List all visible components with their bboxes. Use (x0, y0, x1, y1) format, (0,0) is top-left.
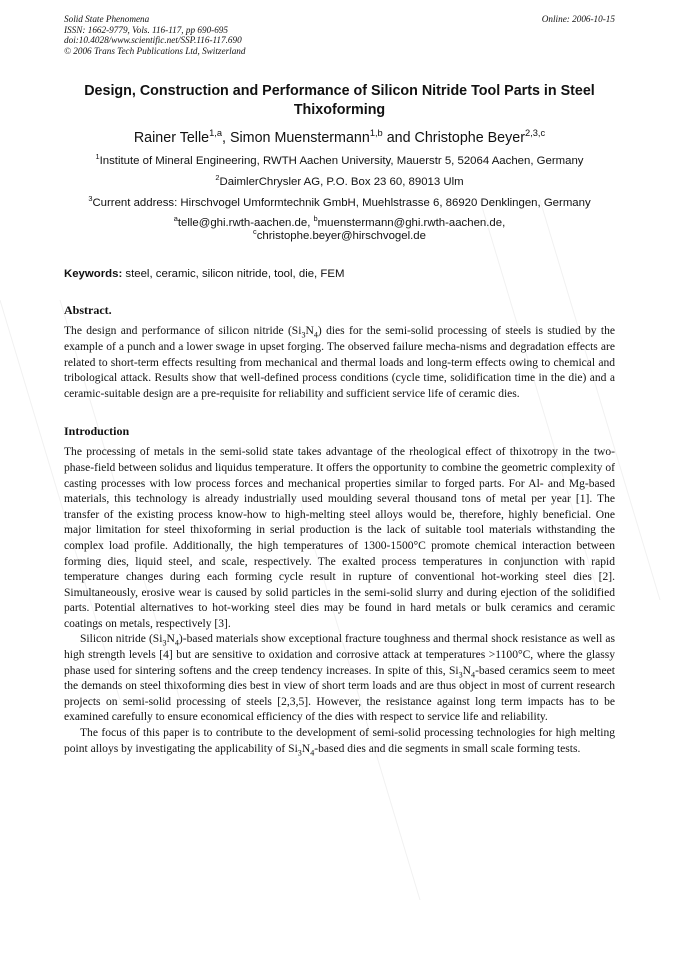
author-name: Rainer Telle (133, 130, 210, 147)
email-sup: b (313, 214, 318, 224)
online-date: Online: 2006-10-15 (541, 14, 615, 24)
paragraph-part: The focus of this paper is to contribute to the development of semi-solid processing technologies for high melting point alloys by investigating the applicability of Si (64, 727, 615, 755)
author-separator: and (382, 130, 415, 147)
paragraph-part: N (166, 633, 175, 646)
abstract-text (64, 324, 615, 402)
paper-title: Design, Construction and Performance of Silicon Nitride Tool Parts in Steel Thixoforming (84, 83, 595, 119)
email-block (64, 214, 615, 243)
paragraph-part: N (301, 742, 311, 755)
author-name: Christophe Beyer (414, 130, 525, 147)
abstract-text-part: ) dies for the semi-solid processing of steels is studied by the example of a punch and a lower swage in upset forging. The observed failure mecha-nisms and degradation effects are related to short-term effects resulting from mechanical and thermal loads and long-term effects owing to chemical and tribological attack. Results show that well-defined process conditions (cycle time, solidification time in the die) and a ceramic-suitable design are a pre-requisite for reliability and sufficient service life of ceramic dies. (64, 325, 616, 400)
keywords (64, 267, 615, 281)
paragraph-part: Silicon nitride (Si (80, 633, 163, 646)
intro-paragraph-1: The processing of metals in the semi-solid state takes advantage of the rheological effect of thixotropy in the two-phase-field between solidus and liquidus temperature. It offers the opportunity to combine the geometric complexity of casting processes with low process forces and mechanical properties similar to forged parts. For Al- and Mg-based materials, this technology is already industrially used moulding several thousand tons of metal per year [1]. The transfer of the existing process know-how to high-melting steel alloys would be, therefore, highly beneficial. One major limitation for steel thixoforming in serial production is the lack of suitable tool materials withstanding the complex load profile. Additionally, the high temperatures of 1300-1500°C promote chemical interaction between forming dies, liquid steel, and scale, respectively. The exalted process temperatures in conjunction with rapid temperature changes during each forming cycle result in rupture of conventional hot-working steel dies [2]. Simultaneously, erosive wear is caused by solid particles in the semi-solid slurry and during ejection of the solidified parts. Potential alternatives to hot-working steel dies may be found in hard metals or bulk ceramics and ceramic coatings on metals, respectively [3]. (64, 446, 615, 630)
author-name: Simon Muenstermann (229, 130, 370, 147)
journal-header (64, 14, 615, 56)
subscript: 4 (174, 638, 179, 648)
email-link[interactable]: telle@ghi.rwth-aachen.de, (177, 217, 314, 230)
affiliation (64, 196, 615, 210)
paragraph-part: N (462, 664, 472, 677)
keywords-text: steel, ceramic, silicon nitride, tool, die, FEM (122, 268, 345, 281)
author-separator: , (222, 130, 230, 147)
email-link[interactable]: christophe.beyer@hirschvogel.de (256, 230, 426, 243)
email-link[interactable]: muenstermann@ghi.rwth-aachen.de, (317, 217, 506, 230)
author-list (64, 129, 615, 147)
journal-copyright: © 2006 Trans Tech Publications Ltd, Switzerland (64, 45, 246, 56)
introduction-heading: Introduction (64, 424, 130, 439)
author-sup: 2,3,c (525, 128, 546, 139)
intro-paragraph-2 (64, 632, 615, 726)
journal-doi: doi:10.4028/www.scientific.net/SSP.116-117.690 (64, 35, 242, 46)
affiliation-text: DaimlerChrysler AG, P.O. Box 23 60, 89013 Ulm (219, 176, 464, 189)
affiliation-sup: 1 (95, 152, 100, 162)
abstract-text-part: N (305, 325, 314, 338)
intro-paragraph-3 (64, 726, 615, 757)
abstract-heading: Abstract. (64, 303, 112, 318)
author-sup: 1,a (209, 128, 222, 139)
subscript: 4 (310, 747, 315, 757)
subscript: 4 (471, 669, 476, 679)
affiliation (64, 175, 615, 189)
affiliation-sup: 3 (88, 194, 93, 204)
subscript: 3 (162, 638, 167, 648)
email-sup: a (173, 214, 178, 224)
journal-issn: ISSN: 1662-9779, Vols. 116-117, pp 690-695 (64, 24, 228, 35)
email-line (64, 214, 615, 230)
email-sup: c (253, 227, 257, 237)
paragraph-part: )-based materials show exceptional fracture toughness and thermal shock resistance as well as high strength levels [4] but are sensitive to oxidation and corrosive attack at temperatures >1100°C, where the glassy phase used for sintering softens and the creep tendency increases. In spite of this, Si (64, 633, 616, 677)
paragraph-part: -based ceramics seem to meet the demands on steel thixoforming dies best in view of short term loads and are thus object in most of current research projects on semi-solid processing of steels [2,3,5]. However, the resistance against long term impacts has to be examined carefully to ensure economical efficiency of the dies with respect to service life and reliability. (64, 664, 615, 724)
subscript: 4 (313, 330, 318, 340)
subscript: 3 (301, 330, 306, 340)
affiliation-sup: 2 (215, 173, 220, 183)
header-left (64, 14, 245, 56)
journal-name: Solid State Phenomena (64, 14, 150, 24)
subscript: 3 (297, 747, 302, 757)
affiliation-text: Current address: Hirschvogel Umformtechnik GmbH, Muehlstrasse 6, 86920 Denklingen, Germany (92, 197, 591, 210)
author-sup: 1,b (369, 128, 383, 139)
subscript: 3 (458, 669, 463, 679)
paper-page (64, 14, 615, 757)
keywords-label: Keywords: (64, 268, 123, 281)
abstract-text-part: The design and performance of silicon nitride (Si (64, 325, 302, 338)
paragraph-part: -based dies and die segments in small scale forming tests. (314, 742, 581, 755)
affiliation (64, 154, 615, 168)
email-line (64, 227, 615, 243)
affiliation-text: Institute of Mineral Engineering, RWTH Aachen University, Mauerstr 5, 52064 Aachen, Germany (99, 155, 584, 168)
